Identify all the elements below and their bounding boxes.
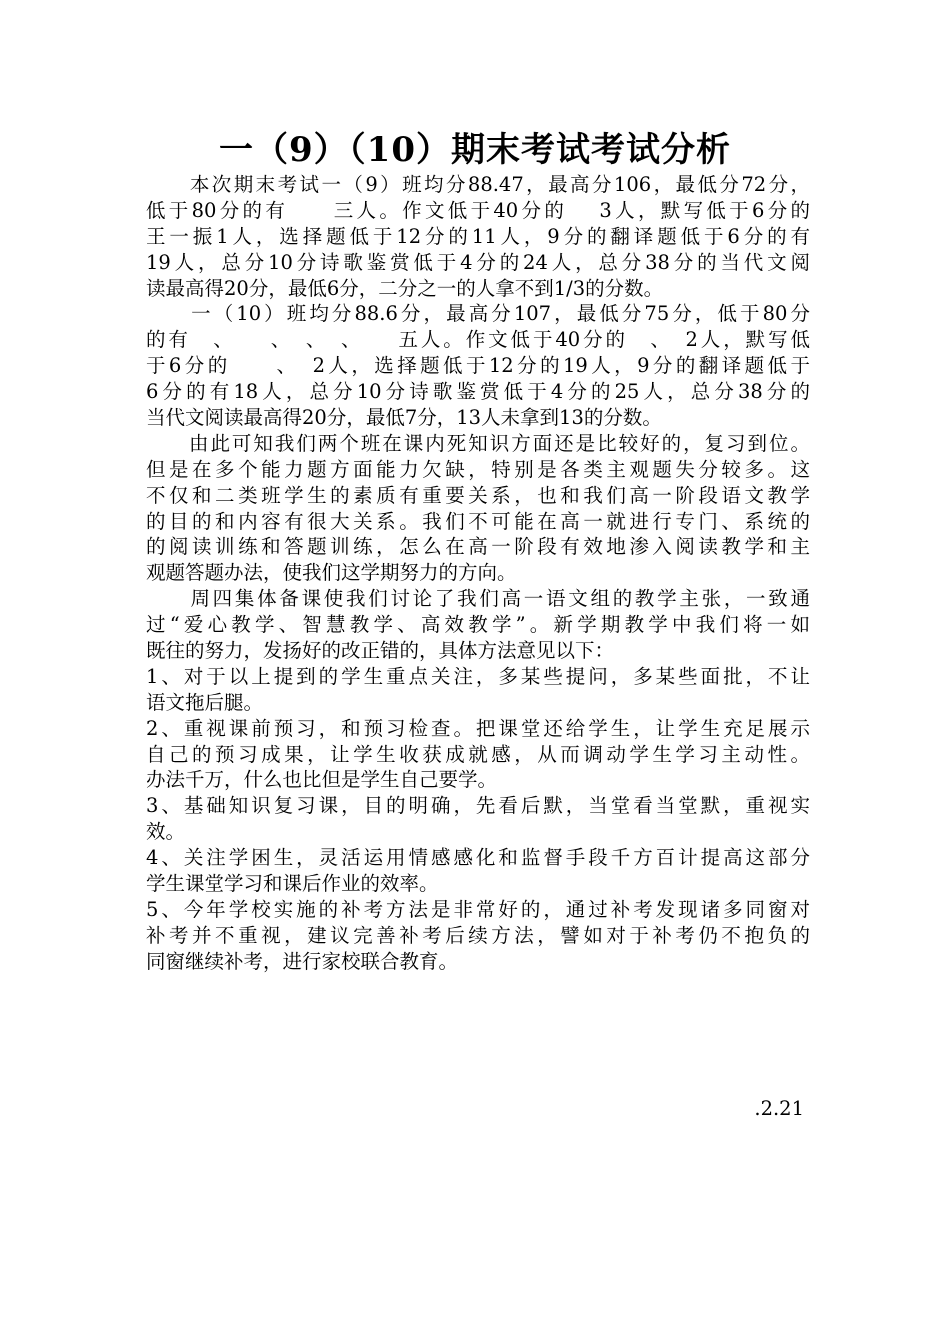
text-line: 过“爱心教学、智慧教学、高效教学”。新学期教学中我们将一如 xyxy=(146,613,810,637)
document-body xyxy=(146,172,810,975)
text-line: 周四集体备课使我们讨论了我们高一语文组的教学主张，一致通 xyxy=(146,587,810,611)
text-line: 王一振1人，选择题低于12分的11人，9分的翻译题低于6分的有 xyxy=(146,224,810,248)
text-line: 1、对于以上提到的学生重点关注，多某些提问，多某些面批，不让 xyxy=(146,664,810,688)
text-line: 观题答题办法，使我们这学期努力的方向。 xyxy=(146,561,517,585)
text-line: 语文拖后腿。 xyxy=(146,690,264,714)
text-line: 当代文阅读最高得20分，最低7分，13人未拿到13的分数。 xyxy=(146,406,662,430)
text-line: 补考并不重视，建议完善补考后续方法，譬如对于补考仍不抱负的 xyxy=(146,923,810,947)
document-date: .2.21 xyxy=(754,1097,804,1120)
text-line: 的阅读训练和答题训练，怎么在高一阶段有效地渗入阅读教学和主 xyxy=(146,535,810,559)
text-line: 由此可知我们两个班在课内死知识方面还是比较好的，复习到位。 xyxy=(146,431,810,455)
text-line: 自己的预习成果，让学生收获成就感，从而调动学生学习主动性。 xyxy=(146,742,810,766)
text-line: 5、今年学校实施的补考方法是非常好的，通过补考发现诸多同窗对 xyxy=(146,897,810,921)
text-line: 一（10）班均分88.6分，最高分107，最低分75分，低于80分 xyxy=(146,302,810,326)
text-line: 学生课堂学习和课后作业的效率。 xyxy=(146,872,439,896)
page-title: 一（9）（10）期末考试考试分析 xyxy=(219,130,731,170)
text-line: 不仅和二类班学生的素质有重要关系，也和我们高一阶段语文教学 xyxy=(146,483,810,507)
text-line: 效。 xyxy=(146,820,186,844)
text-line: 3、基础知识复习课，目的明确，先看后默，当堂看当堂默，重视实 xyxy=(146,794,810,818)
text-line: 的有 、 、 、 、 五人。作文低于40分的 、 2人，默写低 xyxy=(146,328,810,352)
text-line: 的目的和内容有很大关系。我们不可能在高一就进行专门、系统的 xyxy=(146,509,810,533)
text-line: 但是在多个能力题方面能力欠缺，特别是各类主观题失分较多。这 xyxy=(146,457,810,481)
text-line: 6分的有18人，总分10分诗歌鉴赏低于4分的25人，总分38分的 xyxy=(146,380,810,404)
text-line: 办法千万，什么也比但是学生自己要学。 xyxy=(146,768,498,792)
text-line: 同窗继续补考，进行家校联合教育。 xyxy=(146,949,459,973)
text-line: 既往的努力，发扬好的改正错的，具体方法意见以下： xyxy=(146,639,615,663)
text-line: 于6分的 、 2人，选择题低于12分的19人，9分的翻译题低于 xyxy=(146,354,810,378)
text-line: 4、关注学困生，灵活运用情感感化和监督手段千方百计提高这部分 xyxy=(146,846,810,870)
text-line: 低于80分的有 三人。作文低于40分的 3人，默写低于6分的 xyxy=(146,198,810,222)
text-line: 2、重视课前预习，和预习检查。把课堂还给学生，让学生充足展示 xyxy=(146,716,810,740)
text-line: 19人，总分10分诗歌鉴赏低于4分的24人，总分38分的当代文阅 xyxy=(146,250,810,274)
text-line: 本次期末考试一（9）班均分88.47，最高分106，最低分72分， xyxy=(146,173,810,196)
text-line: 读最高得20分，最低6分，二分之一的人拿不到1/3的分数。 xyxy=(146,276,664,300)
